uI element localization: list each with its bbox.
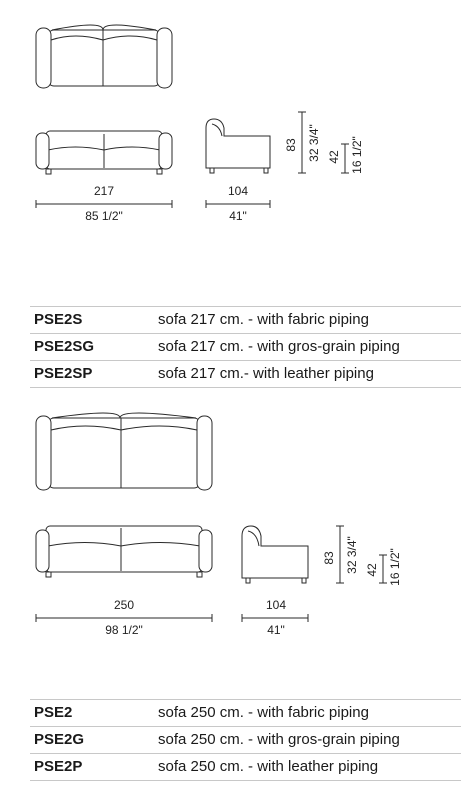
table-row [30,334,461,361]
sofa-217-depth-dimension [206,184,270,223]
sofa-250-drawings [0,400,461,640]
table-row [30,727,461,754]
sofa-250-front-view [36,526,212,577]
width-cm-label: 217 [93,184,115,198]
height-in-label: 32 3/4" [307,124,321,162]
model-description: sofa 217 cm. - with gros-grain piping [158,338,400,355]
seat-in-label: 16 1/2" [388,548,402,586]
sofa-250-top-view [36,413,212,490]
table-row [30,699,461,727]
model-code: PSE2S [34,311,83,328]
sofa-250-height-dimension [322,526,359,583]
depth-cm-label: 104 [227,184,249,198]
seat-cm-label: 42 [365,563,379,577]
depth-cm-label: 104 [265,598,287,612]
model-code: PSE2P [34,758,83,775]
sofa-217-front-view [36,131,172,174]
sofa-217-side-view [206,119,270,173]
sofa-217-seat-dimension [327,136,364,174]
table-row [30,306,461,334]
sofa-250-depth-dimension [242,598,308,637]
model-code: PSE2SG [34,338,95,355]
model-code: PSE2 [34,704,73,721]
model-description: sofa 250 cm. - with leather piping [158,758,379,775]
table-row [30,754,461,781]
sofa-217-model-table [30,306,461,388]
model-code: PSE2SP [34,365,93,382]
height-cm-label: 83 [322,551,336,565]
width-in-label: 85 1/2" [85,209,123,223]
model-description: sofa 217 cm.- with leather piping [158,365,374,382]
seat-in-label: 16 1/2" [350,136,364,174]
model-description: sofa 217 cm. - with fabric piping [158,311,369,328]
sofa-250-side-view [242,526,308,583]
table-row [30,361,461,388]
sofa-217-drawings [0,0,461,240]
height-in-label: 32 3/4" [345,536,359,574]
depth-in-label: 41" [229,209,247,223]
sofa-250-seat-dimension [365,548,402,586]
width-cm-label: 250 [113,598,135,612]
sofa-217-top-view [36,25,172,88]
model-description: sofa 250 cm. - with fabric piping [158,704,369,721]
model-code: PSE2G [34,731,85,748]
sofa-250-model-table [30,699,461,781]
sofa-217-height-dimension [284,112,321,173]
sofa-217-width-dimension [36,184,172,223]
height-cm-label: 83 [284,138,298,152]
width-in-label: 98 1/2" [105,623,143,637]
depth-in-label: 41" [267,623,285,637]
model-description: sofa 250 cm. - with gros-grain piping [158,731,400,748]
sofa-250-width-dimension [36,598,212,637]
seat-cm-label: 42 [327,150,341,164]
